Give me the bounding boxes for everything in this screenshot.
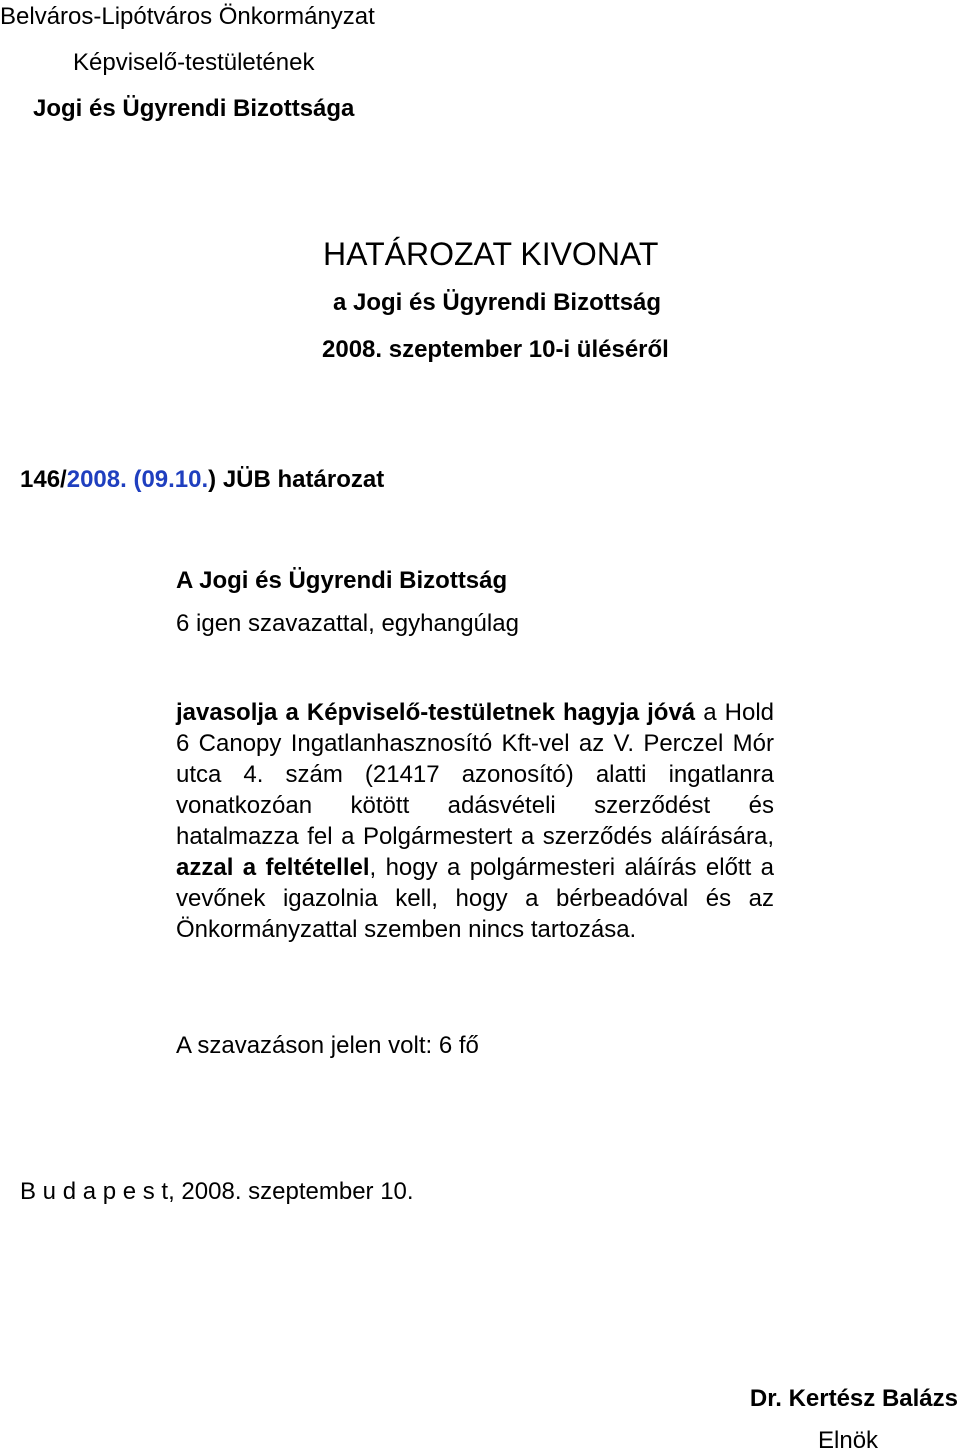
decision-text-1: a Hold 6 Canopy Ingatlanhasznosító Kft-vel az V. Perczel Mór utca 4. szám (21417 azonosító) alatti ingatlanra vonatkozóan kötött adásvételi szerződést és hatalmazza fel a Polgármestert a szerződés aláírására, bbox=[176, 699, 774, 850]
resolution-number-end: ) JÜB határozat bbox=[208, 466, 385, 493]
decision-bold-2: azzal a feltétellel bbox=[176, 854, 370, 881]
committee-name: Jogi és Ügyrendi Bizottsága bbox=[33, 95, 355, 122]
signatory-role: Elnök bbox=[818, 1427, 879, 1454]
decision-subject: A Jogi és Ügyrendi Bizottság bbox=[176, 567, 508, 594]
vote-result: 6 igen szavazattal, egyhangúlag bbox=[176, 610, 519, 637]
document-subtitle: a Jogi és Ügyrendi Bizottság bbox=[333, 289, 662, 316]
decision-text-2: , hogy a polgármesteri aláírás előtt a vevőnek igazolnia kell, hogy a bérbeadóval és az Önkormányzattal szemben nincs tartozása. bbox=[176, 854, 774, 943]
decision-paragraph bbox=[176, 697, 774, 945]
attendance: A szavazáson jelen volt: 6 fő bbox=[176, 1032, 479, 1059]
resolution-number-start: 146/ bbox=[20, 466, 67, 493]
org-name: Belváros-Lipótváros Önkormányzat bbox=[0, 3, 375, 30]
place-date: B u d a p e s t, 2008. szeptember 10. bbox=[20, 1178, 414, 1205]
meeting-date: 2008. szeptember 10-i üléséről bbox=[322, 336, 669, 363]
resolution-number bbox=[20, 465, 384, 495]
decision-bold-1: javasolja a Képviselő-testületnek hagyja jóvá bbox=[176, 699, 696, 726]
document-title: HATÁROZAT KIVONAT bbox=[323, 236, 659, 272]
body-name: Képviselő-testületének bbox=[73, 49, 315, 76]
resolution-number-date: 2008. (09.10. bbox=[66, 466, 209, 493]
signatory-name: Dr. Kertész Balázs bbox=[749, 1385, 958, 1412]
